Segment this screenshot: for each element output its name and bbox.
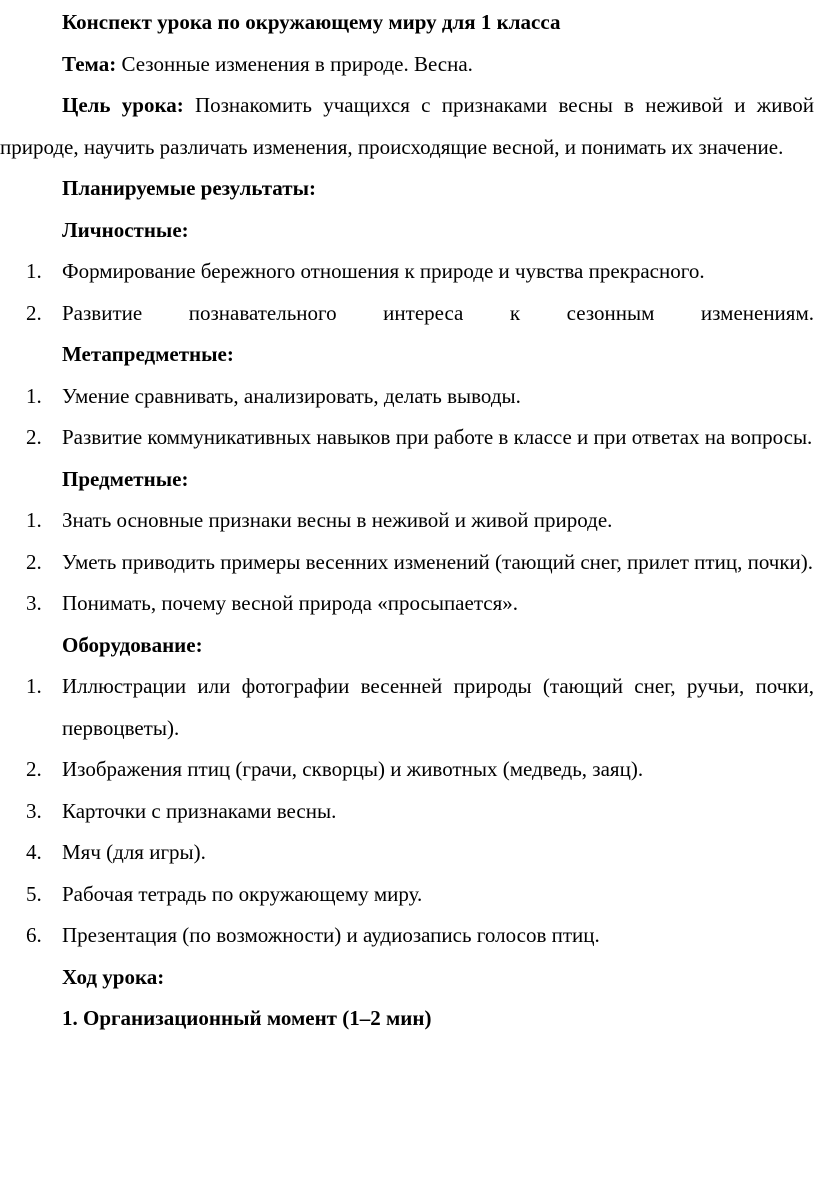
list-number: 2.	[26, 549, 42, 574]
list-number: 5.	[26, 881, 42, 906]
topic-text: Сезонные изменения в природе. Весна.	[116, 51, 473, 76]
list-item	[0, 417, 816, 459]
list-text: Мяч (для игры).	[62, 840, 206, 864]
goal-label: Цель урока:	[62, 93, 184, 117]
list-text: Знать основные признаки весны в неживой и живой природе.	[62, 508, 613, 532]
list-item	[0, 791, 816, 833]
list-number: 2.	[26, 757, 42, 781]
course-heading: Ход урока:	[62, 964, 165, 989]
list-text: Развитие познавательного интереса к сезонным изменениям.	[62, 300, 814, 325]
list-number: 3.	[26, 591, 42, 615]
list-text: Презентация (по возможности) и аудиозапись голосов птиц.	[62, 923, 600, 947]
list-text: Иллюстрации или фотографии весенней природы (тающий снег, ручьи, почки, первоцветы).	[62, 674, 814, 740]
list-text: Карточки с признаками весны.	[62, 798, 337, 823]
equipment-list	[0, 666, 816, 957]
list-item	[0, 500, 816, 542]
list-text: Развитие коммуникативных навыков при работе в классе и при ответах на вопросы.	[62, 425, 813, 449]
list-number: 1.	[26, 508, 42, 532]
list-number: 1.	[26, 674, 42, 698]
list-item	[0, 542, 816, 584]
list-text: Формирование бережного отношения к природе и чувства прекрасного.	[62, 259, 705, 283]
subject-heading: Предметные:	[62, 466, 189, 491]
list-item	[0, 874, 816, 916]
goal-paragraph	[0, 85, 816, 168]
list-item	[0, 583, 816, 625]
list-item	[0, 251, 816, 293]
list-number: 3.	[26, 798, 42, 823]
equipment-heading: Оборудование:	[62, 632, 203, 657]
personal-list	[0, 251, 816, 334]
list-text: Умение сравнивать, анализировать, делать выводы.	[62, 383, 521, 408]
list-number: 1.	[26, 383, 42, 408]
subject-list	[0, 500, 816, 625]
list-number: 1.	[26, 259, 42, 283]
list-number: 6.	[26, 923, 42, 947]
document-title: Конспект урока по окружающему миру для 1 класса	[62, 10, 561, 34]
goal-text: Познакомить учащихся с признаками весны в неживой и живой природе, научить различать изменения, происходящие весной, и понимать их значение.	[0, 93, 814, 159]
list-number: 2.	[26, 300, 42, 325]
meta-heading: Метапредметные:	[62, 342, 234, 366]
meta-list	[0, 376, 816, 459]
list-number: 4.	[26, 840, 42, 864]
list-text: Понимать, почему весной природа «просыпается».	[62, 591, 518, 615]
list-item	[0, 915, 816, 957]
list-text: Уметь приводить примеры весенних изменений (тающий снег, прилет птиц, почки).	[62, 549, 814, 574]
list-item	[0, 293, 816, 335]
list-number: 2.	[26, 425, 42, 449]
topic-label: Тема:	[62, 51, 117, 76]
step1-heading: 1. Организационный момент (1–2 мин)	[62, 1006, 432, 1030]
list-text: Изображения птиц (грачи, скворцы) и животных (медведь, заяц).	[62, 757, 644, 781]
personal-heading: Личностные:	[62, 217, 189, 242]
list-text: Рабочая тетрадь по окружающему миру.	[62, 881, 423, 906]
results-heading: Планируемые результаты:	[62, 176, 316, 200]
topic-line	[0, 44, 816, 86]
list-item	[0, 749, 816, 791]
list-item	[0, 666, 816, 749]
list-item	[0, 832, 816, 874]
list-item	[0, 376, 816, 418]
